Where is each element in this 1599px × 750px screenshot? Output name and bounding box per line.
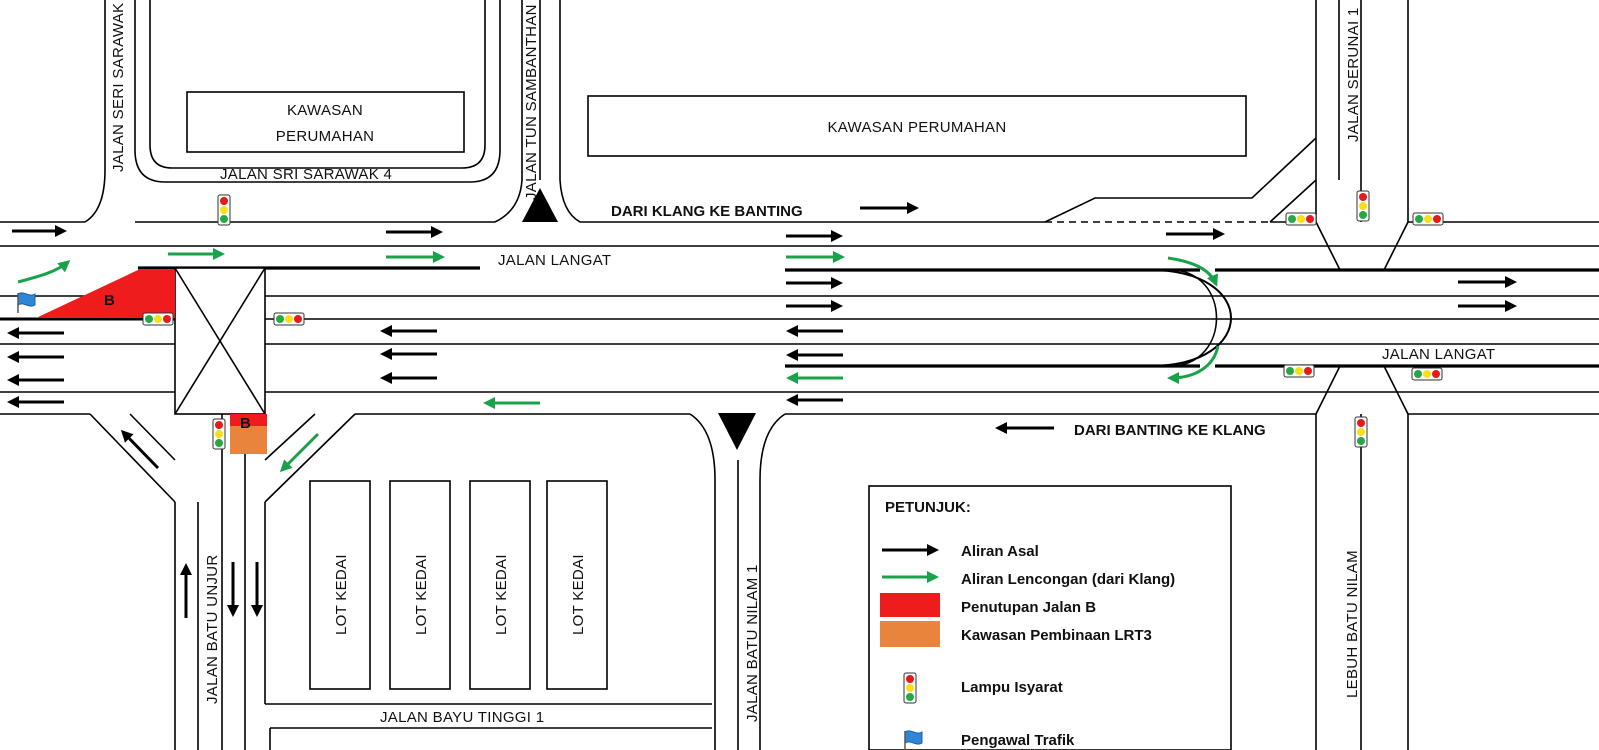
traffic-light-icon	[274, 313, 304, 325]
road-label-jalan-batu-unjur: JALAN BATU UNJUR	[204, 554, 221, 704]
flag-icon	[18, 293, 35, 313]
legend-label: Kawasan Pembinaan LRT3	[961, 627, 1152, 644]
road-label-jalan-batu-nilam-1: JALAN BATU NILAM 1	[744, 564, 761, 722]
direction-label-klang-banting: DARI KLANG KE BANTING	[611, 203, 803, 220]
legend-title: PETUNJUK:	[885, 499, 971, 516]
shop-lots	[310, 481, 607, 689]
orange-swatch-icon	[880, 621, 940, 647]
legend-label: Penutupan Jalan B	[961, 599, 1097, 616]
legend-label: Pengawal Trafik	[961, 732, 1075, 749]
closure-tag: B	[240, 415, 251, 432]
traffic-light-icon	[1286, 213, 1316, 225]
road-label-jalan-langat-east: JALAN LANGAT	[1382, 346, 1496, 363]
traffic-light-icon	[213, 419, 225, 449]
traffic-light-icon	[218, 195, 230, 225]
traffic-light-icon	[904, 673, 916, 703]
red-swatch-icon	[880, 593, 940, 617]
direction-label-banting-klang: DARI BANTING KE KLANG	[1074, 422, 1266, 439]
traffic-lights	[143, 191, 1443, 449]
road-label-jalan-sri-sarawak-4: JALAN SRI SARAWAK 4	[220, 166, 393, 183]
housing-label-perumahan: PERUMAHAN	[275, 128, 375, 145]
traffic-light-icon	[1284, 365, 1314, 377]
traffic-light-icon	[1412, 368, 1442, 380]
road-label-jalan-langat-west: JALAN LANGAT	[498, 252, 612, 269]
shop-lot-label: LOT KEDAI	[493, 554, 510, 635]
legend	[869, 486, 1231, 750]
road-label-lebuh-batu-nilam: LEBUH BATU NILAM	[1344, 550, 1361, 698]
road-label-jalan-seri-sarawak: JALAN SERI SARAWAK	[110, 2, 127, 172]
legend-label: Aliran Asal	[961, 543, 1039, 560]
legend-label: Lampu Isyarat	[961, 679, 1063, 696]
traffic-light-icon	[1357, 191, 1369, 221]
closure-tag: B	[104, 292, 115, 309]
traffic-light-icon	[1413, 213, 1443, 225]
housing-label-kawasan: KAWASAN	[286, 102, 364, 119]
shop-lot-label: LOT KEDAI	[413, 554, 430, 635]
traffic-light-icon	[143, 313, 173, 325]
housing-label-kawasan-perumahan: KAWASAN PERUMAHAN	[827, 119, 1007, 136]
shop-lot-label: LOT KEDAI	[570, 554, 587, 635]
road-label-jalan-serunai: JALAN SERUNAI 1	[1345, 7, 1362, 142]
road-label-jalan-tun-sambanthan: JALAN TUN SAMBANTHAN	[523, 4, 540, 200]
shop-lot-label: LOT KEDAI	[333, 554, 350, 635]
legend-box	[869, 486, 1231, 750]
traffic-light-icon	[1355, 417, 1367, 447]
road-label-jalan-bayu-tinggi-1: JALAN BAYU TINGGI 1	[380, 709, 545, 726]
legend-label: Aliran Lencongan (dari Klang)	[961, 571, 1176, 588]
map-labels	[104, 3, 1495, 726]
direction-triangle-south	[718, 413, 756, 450]
